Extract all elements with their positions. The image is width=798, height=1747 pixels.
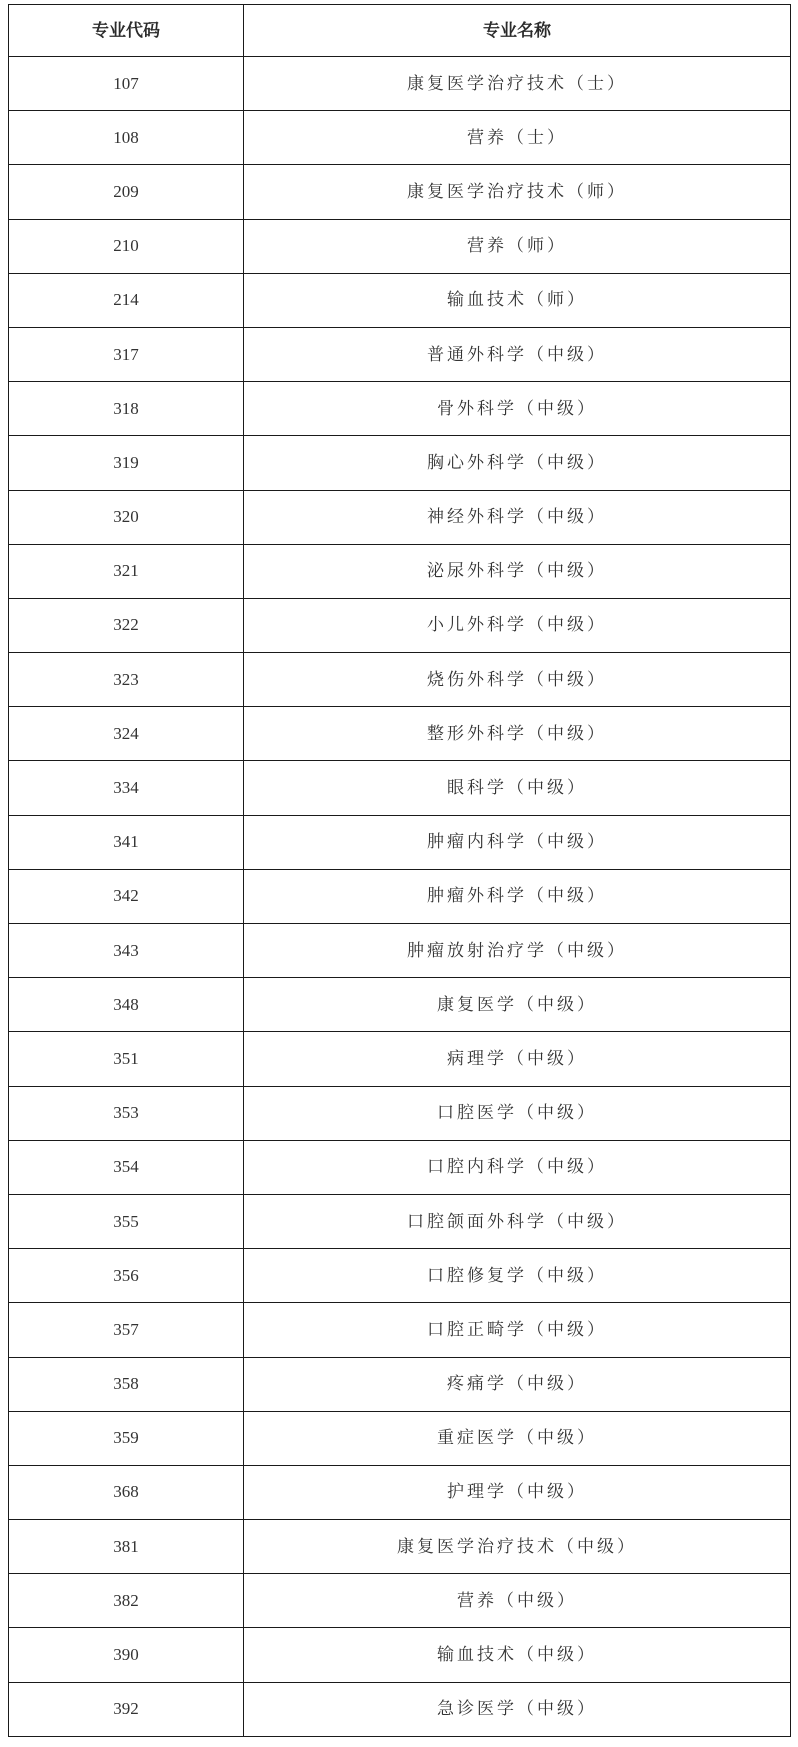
table-row [9, 111, 791, 165]
table-row [9, 165, 791, 219]
specialty-code-cell: 356 [9, 1249, 244, 1303]
specialty-name-cell: 骨外科学（中级） [244, 382, 791, 436]
specialty-name-cell: 小儿外科学（中级） [244, 598, 791, 652]
specialty-code-cell: 341 [9, 815, 244, 869]
specialty-name-cell: 普通外科学（中级） [244, 327, 791, 381]
specialty-code-cell: 322 [9, 598, 244, 652]
specialty-name-cell: 肿瘤内科学（中级） [244, 815, 791, 869]
specialty-code-cell: 320 [9, 490, 244, 544]
table-row [9, 490, 791, 544]
table-row [9, 978, 791, 1032]
specialty-name-cell: 重症医学（中级） [244, 1411, 791, 1465]
specialty-code-cell: 348 [9, 978, 244, 1032]
specialty-name-cell: 护理学（中级） [244, 1465, 791, 1519]
specialty-name-cell: 口腔医学（中级） [244, 1086, 791, 1140]
specialty-name-cell: 疼痛学（中级） [244, 1357, 791, 1411]
table-row [9, 57, 791, 111]
specialty-code-cell: 318 [9, 382, 244, 436]
table-row [9, 382, 791, 436]
specialty-name-cell: 肿瘤外科学（中级） [244, 869, 791, 923]
specialty-code-cell: 334 [9, 761, 244, 815]
table-row [9, 1411, 791, 1465]
table-row [9, 1628, 791, 1682]
table-header-row [9, 5, 791, 57]
specialty-table-container [8, 4, 790, 1737]
specialty-name-cell: 泌尿外科学（中级） [244, 544, 791, 598]
table-row [9, 1140, 791, 1194]
specialty-name-cell: 眼科学（中级） [244, 761, 791, 815]
specialty-code-cell: 317 [9, 327, 244, 381]
table-row [9, 436, 791, 490]
specialty-code-cell: 358 [9, 1357, 244, 1411]
specialty-code-cell: 351 [9, 1032, 244, 1086]
specialty-code-cell: 381 [9, 1520, 244, 1574]
specialty-name-cell: 康复医学治疗技术（中级） [244, 1520, 791, 1574]
specialty-name-cell: 口腔内科学（中级） [244, 1140, 791, 1194]
specialty-code-cell: 357 [9, 1303, 244, 1357]
specialty-code-cell: 324 [9, 707, 244, 761]
table-row [9, 815, 791, 869]
table-row [9, 1032, 791, 1086]
specialty-name-cell: 输血技术（师） [244, 273, 791, 327]
specialty-name-cell: 病理学（中级） [244, 1032, 791, 1086]
specialty-name-cell: 口腔正畸学（中级） [244, 1303, 791, 1357]
specialty-table [8, 4, 791, 1737]
table-row [9, 1682, 791, 1736]
header-name: 专业名称 [244, 5, 791, 57]
specialty-code-cell: 210 [9, 219, 244, 273]
specialty-code-cell: 368 [9, 1465, 244, 1519]
table-row [9, 1194, 791, 1248]
specialty-code-cell: 107 [9, 57, 244, 111]
specialty-name-cell: 康复医学（中级） [244, 978, 791, 1032]
specialty-name-cell: 急诊医学（中级） [244, 1682, 791, 1736]
specialty-name-cell: 烧伤外科学（中级） [244, 653, 791, 707]
specialty-code-cell: 353 [9, 1086, 244, 1140]
specialty-name-cell: 康复医学治疗技术（师） [244, 165, 791, 219]
specialty-name-cell: 神经外科学（中级） [244, 490, 791, 544]
table-row [9, 1574, 791, 1628]
specialty-code-cell: 355 [9, 1194, 244, 1248]
table-row [9, 1520, 791, 1574]
specialty-code-cell: 392 [9, 1682, 244, 1736]
table-row [9, 219, 791, 273]
specialty-code-cell: 382 [9, 1574, 244, 1628]
specialty-code-cell: 209 [9, 165, 244, 219]
specialty-name-cell: 输血技术（中级） [244, 1628, 791, 1682]
specialty-code-cell: 354 [9, 1140, 244, 1194]
table-row [9, 1303, 791, 1357]
table-row [9, 924, 791, 978]
specialty-code-cell: 319 [9, 436, 244, 490]
table-row [9, 653, 791, 707]
specialty-code-cell: 323 [9, 653, 244, 707]
specialty-code-cell: 214 [9, 273, 244, 327]
table-row [9, 273, 791, 327]
specialty-name-cell: 整形外科学（中级） [244, 707, 791, 761]
table-row [9, 544, 791, 598]
specialty-name-cell: 营养（师） [244, 219, 791, 273]
specialty-name-cell: 肿瘤放射治疗学（中级） [244, 924, 791, 978]
table-row [9, 761, 791, 815]
specialty-name-cell: 康复医学治疗技术（士） [244, 57, 791, 111]
specialty-name-cell: 口腔修复学（中级） [244, 1249, 791, 1303]
header-code: 专业代码 [9, 5, 244, 57]
specialty-name-cell: 营养（士） [244, 111, 791, 165]
specialty-code-cell: 321 [9, 544, 244, 598]
specialty-code-cell: 342 [9, 869, 244, 923]
specialty-name-cell: 胸心外科学（中级） [244, 436, 791, 490]
table-row [9, 869, 791, 923]
table-row [9, 1086, 791, 1140]
table-row [9, 1465, 791, 1519]
table-row [9, 1357, 791, 1411]
table-row [9, 327, 791, 381]
table-row [9, 598, 791, 652]
specialty-code-cell: 390 [9, 1628, 244, 1682]
table-body [9, 57, 791, 1737]
specialty-name-cell: 营养（中级） [244, 1574, 791, 1628]
table-row [9, 1249, 791, 1303]
specialty-code-cell: 108 [9, 111, 244, 165]
specialty-code-cell: 359 [9, 1411, 244, 1465]
specialty-name-cell: 口腔颌面外科学（中级） [244, 1194, 791, 1248]
specialty-code-cell: 343 [9, 924, 244, 978]
table-row [9, 707, 791, 761]
